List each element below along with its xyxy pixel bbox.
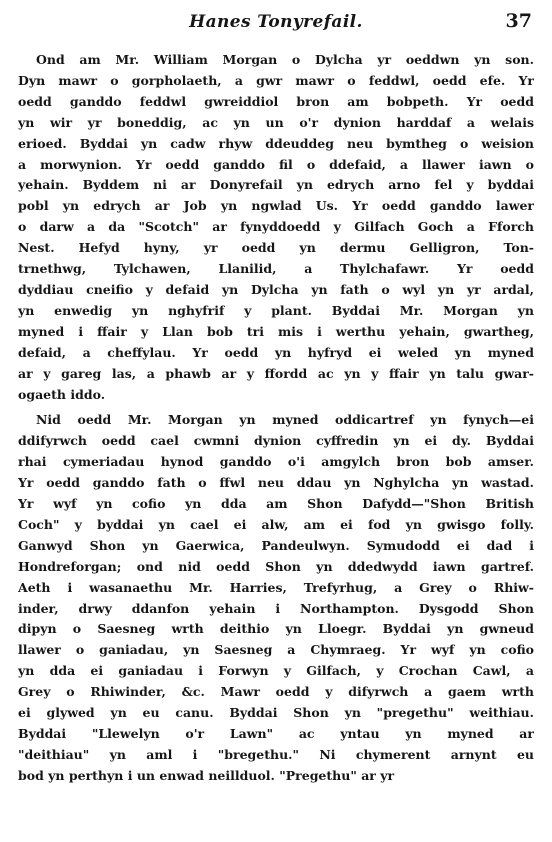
text-line: defaid, a cheffylau. Yr oedd yn hyfryd ei weled yn myned — [18, 344, 534, 360]
text-line: Nest. Hefyd hyny, yr oedd yn dermu Gelligron, Ton- — [18, 240, 534, 256]
text-line: trnethwg, Tylchawen, Llanilid, a Thylchafawr. Yr oedd — [18, 261, 534, 277]
text-line: Yr oedd ganddo fath o ffwl neu ddau yn Nghylcha yn wastad. — [18, 475, 534, 491]
body-text — [18, 50, 534, 792]
text-line: erioed. Byddai yn cadw rhyw ddeuddeg neu bymtheg o weision — [18, 135, 534, 151]
text-line: Yr wyf yn cofio yn dda am Shon Dafydd—"Shon British — [18, 496, 534, 512]
text-line: Byddai "Llewelyn o'r Lawn" ac yntau yn myned ar — [18, 726, 534, 741]
running-header — [0, 8, 552, 38]
text-line: o darw a da "Scotch" ar fynyddoedd y Gilfach Goch a Fforch — [18, 219, 534, 235]
text-line: Hondreforgan; ond nid oedd Shon yn ddedwydd iawn gartref. — [18, 558, 534, 574]
text-line: Nid oedd Mr. Morgan yn myned oddicartref yn fynych—ei — [36, 412, 534, 428]
page-number: 37 — [505, 10, 532, 32]
text-line: yn wir yr boneddig, ac yn un o'r dynion harddaf a welais — [18, 114, 534, 130]
text-line: oedd ganddo feddwl gwreiddiol bron am bobpeth. Yr oedd — [18, 93, 534, 109]
text-line: yehain. Byddem ni ar Donyrefail yn edrych arno fel y byddai — [18, 177, 534, 193]
text-line: a morwynion. Yr oedd ganddo fil o ddefaid, a llawer iawn o — [18, 156, 534, 172]
text-line: inder, drwy ddanfon yehain i Northampton. Dysgodd Shon — [18, 600, 534, 616]
paragraph — [18, 50, 534, 405]
text-line: "deithiau" yn aml i "bregethu." Ni chymerent arnynt eu — [18, 746, 534, 762]
paragraph — [18, 410, 534, 786]
text-line: llawer o ganiadau, yn Saesneg a Chymraeg. Yr wyf yn cofio — [18, 642, 534, 658]
text-line: myned i ffair y Llan bob tri mis i werthu yehain, gwartheg, — [18, 323, 534, 339]
text-line: Dyn mawr o gorpholaeth, a gwr mawr o feddwl, oedd efe. Yr — [18, 72, 534, 88]
text-line: ei glywed yn eu canu. Byddai Shon yn "pregethu" weithiau. — [18, 705, 534, 721]
text-line: yn enwedig yn nghyfrif y plant. Byddai Mr. Morgan yn — [18, 302, 534, 318]
text-line: bod yn perthyn i un enwad neillduol. "Pregethu" ar yr — [18, 767, 395, 783]
text-line: Grey o Rhiwinder, &c. Mawr oedd y difyrwch a gaem wrth — [18, 684, 534, 700]
text-line: rhai cymeriadau hynod ganddo o'i amgylch bron bob amser. — [18, 454, 534, 470]
text-line: Coch" y byddai yn cael ei alw, am ei fod yn gwisgo folly. — [18, 516, 534, 532]
text-line: pobl yn edrych ar Job yn ngwlad Us. Yr oedd ganddo lawer — [18, 198, 534, 214]
text-line: Ganwyd Shon yn Gaerwica, Pandeulwyn. Symudodd ei dad i — [18, 537, 534, 553]
text-line: Ond am Mr. William Morgan o Dylcha yr oeddwn yn son. — [36, 52, 534, 67]
running-title: Hanes Tonyrefail. — [189, 12, 363, 32]
text-line: dyddiau cneifio y defaid yn Dylcha yn fath o wyl yn yr ardal, — [18, 281, 534, 297]
text-line: yn dda ei ganiadau i Forwyn y Gilfach, y Crochan Cawl, a — [18, 663, 534, 679]
text-line: ogaeth iddo. — [18, 386, 106, 402]
text-line: Aeth i wasanaethu Mr. Harries, Trefyrhug, a Grey o Rhiw- — [18, 579, 534, 595]
text-line: ar y gareg las, a phawb ar y ffordd ac yn y ffair yn talu gwar- — [18, 365, 534, 381]
text-line: ddifyrwch oedd cael cwmni dynion cyffredin yn ei dy. Byddai — [18, 433, 534, 449]
text-line: dipyn o Saesneg wrth deithio yn Lloegr. Byddai yn gwneud — [18, 621, 534, 637]
